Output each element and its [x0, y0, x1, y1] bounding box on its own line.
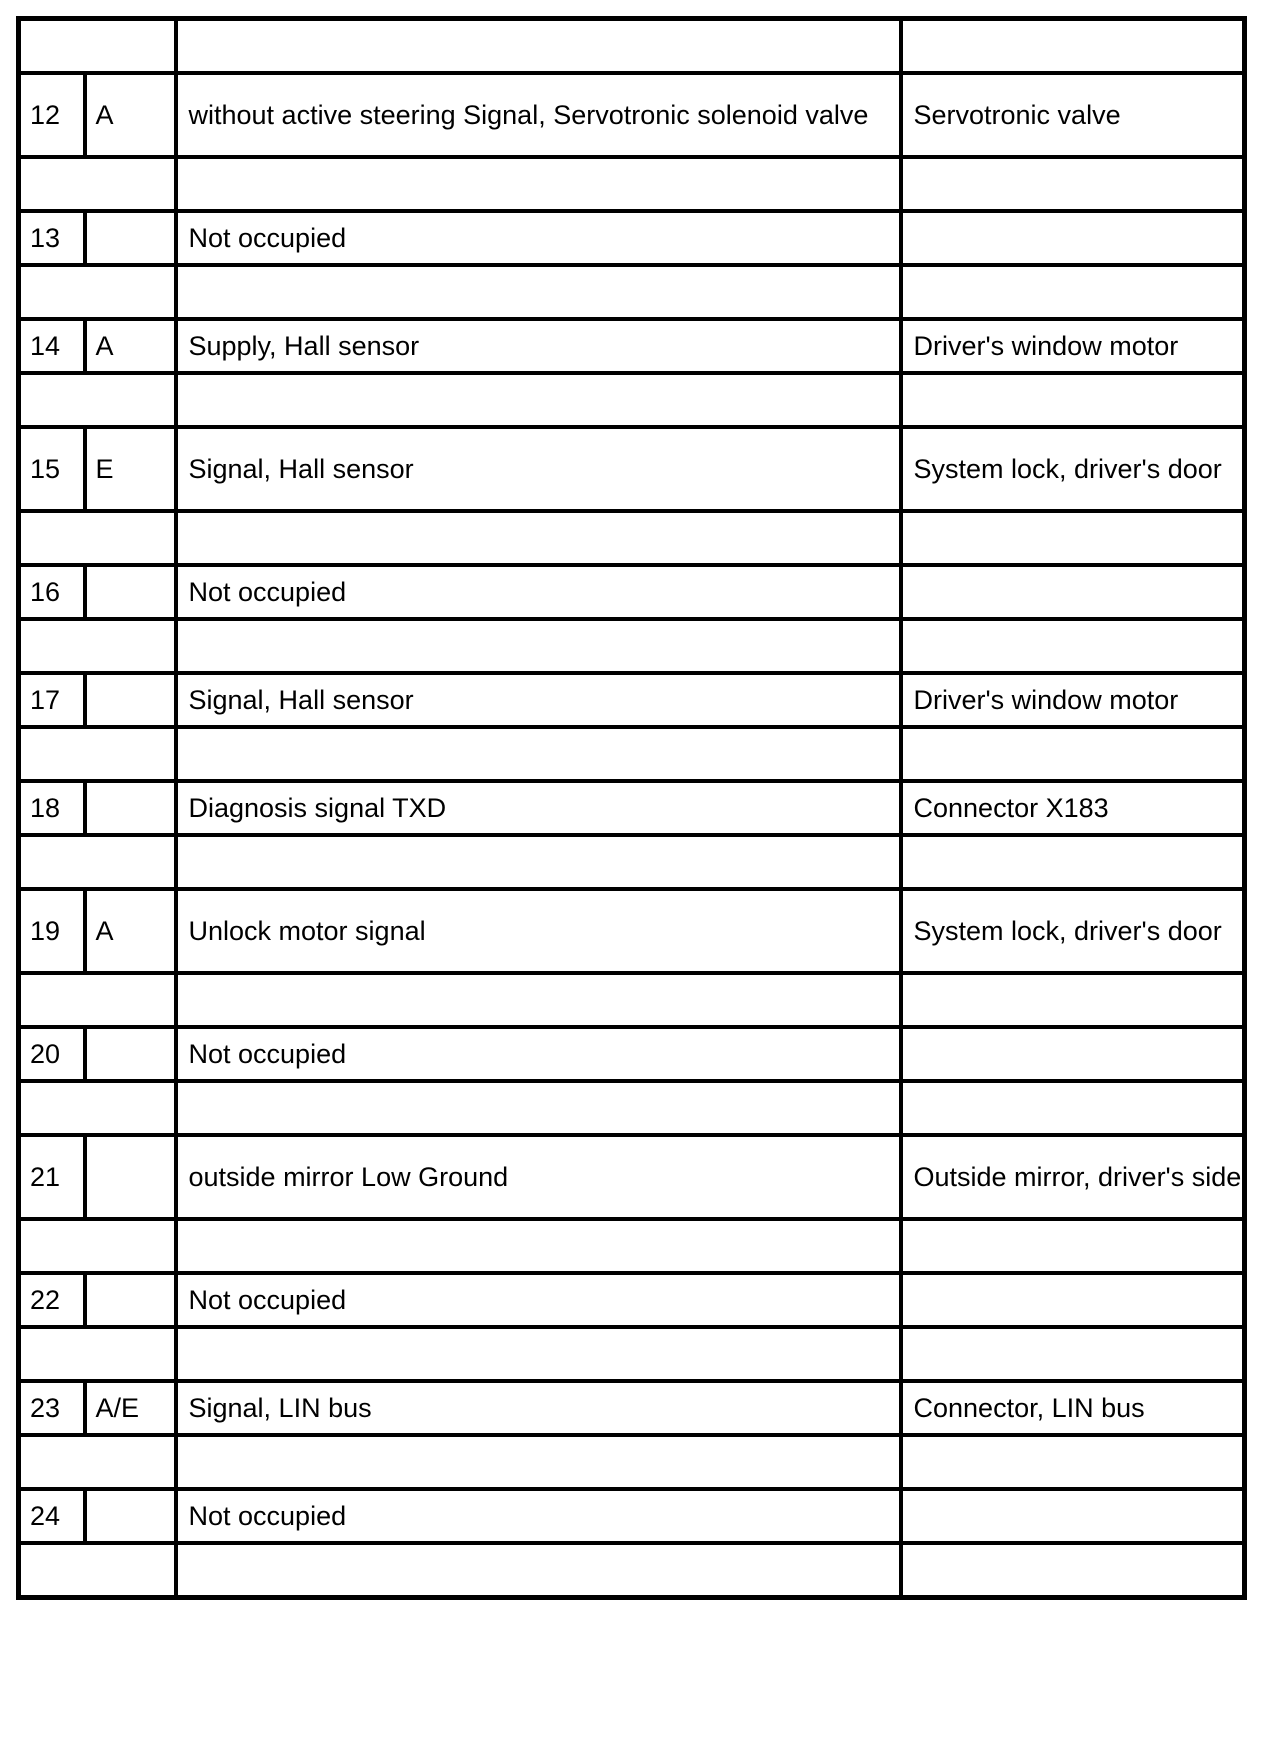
- spacer-row: [19, 1219, 1245, 1273]
- pin-row: [19, 1273, 1245, 1327]
- spacer-cell: [19, 619, 176, 673]
- spacer-cell: [19, 1081, 176, 1135]
- spacer-row: [19, 835, 1245, 889]
- pin-row: [19, 565, 1245, 619]
- spacer-cell: [19, 157, 176, 211]
- spacer-cell: [176, 157, 901, 211]
- spacer-cell: [176, 1219, 901, 1273]
- pin-table-body: [19, 19, 1245, 1598]
- spacer-cell: [901, 19, 1245, 74]
- spacer-cell: [176, 973, 901, 1027]
- signal-type-cell: A: [85, 319, 176, 373]
- spacer-cell: [901, 1435, 1245, 1489]
- spacer-cell: [19, 1435, 176, 1489]
- description-cell: Diagnosis signal TXD: [176, 781, 901, 835]
- component-cell: System lock, driver's door: [901, 427, 1245, 511]
- description-cell: outside mirror Low Ground: [176, 1135, 901, 1219]
- spacer-row: [19, 973, 1245, 1027]
- spacer-cell: [901, 619, 1245, 673]
- pin-number-cell: 24: [19, 1489, 85, 1543]
- spacer-row: [19, 1435, 1245, 1489]
- spacer-row: [19, 157, 1245, 211]
- spacer-cell: [901, 727, 1245, 781]
- description-cell: Signal, Hall sensor: [176, 673, 901, 727]
- signal-type-cell: E: [85, 427, 176, 511]
- pin-row: [19, 1027, 1245, 1081]
- pin-row: [19, 1135, 1245, 1219]
- component-cell: Servotronic valve: [901, 73, 1245, 157]
- spacer-row: [19, 1081, 1245, 1135]
- description-cell: Signal, Hall sensor: [176, 427, 901, 511]
- signal-type-cell: [85, 1027, 176, 1081]
- signal-type-cell: A/E: [85, 1381, 176, 1435]
- pin-row: [19, 889, 1245, 973]
- component-cell: [901, 211, 1245, 265]
- spacer-cell: [901, 265, 1245, 319]
- pin-number-cell: 20: [19, 1027, 85, 1081]
- spacer-cell: [176, 1081, 901, 1135]
- description-cell: Not occupied: [176, 1273, 901, 1327]
- spacer-cell: [19, 835, 176, 889]
- signal-type-cell: [85, 1489, 176, 1543]
- spacer-cell: [19, 265, 176, 319]
- spacer-cell: [176, 19, 901, 74]
- pin-number-cell: 13: [19, 211, 85, 265]
- signal-type-cell: [85, 781, 176, 835]
- signal-type-cell: A: [85, 889, 176, 973]
- component-cell: [901, 565, 1245, 619]
- component-cell: Driver's window motor: [901, 673, 1245, 727]
- spacer-cell: [176, 1327, 901, 1381]
- pin-row: [19, 1489, 1245, 1543]
- spacer-cell: [176, 373, 901, 427]
- component-cell: Outside mirror, driver's side: [901, 1135, 1245, 1219]
- spacer-cell: [176, 511, 901, 565]
- spacer-cell: [901, 1543, 1245, 1598]
- pin-assignment-table: [16, 16, 1247, 1600]
- component-cell: Connector X183: [901, 781, 1245, 835]
- pin-number-cell: 21: [19, 1135, 85, 1219]
- spacer-cell: [901, 835, 1245, 889]
- spacer-cell: [176, 619, 901, 673]
- spacer-cell: [19, 511, 176, 565]
- signal-type-cell: [85, 1135, 176, 1219]
- pin-number-cell: 23: [19, 1381, 85, 1435]
- spacer-cell: [19, 19, 176, 74]
- signal-type-cell: [85, 673, 176, 727]
- component-cell: [901, 1027, 1245, 1081]
- spacer-cell: [176, 265, 901, 319]
- description-cell: Unlock motor signal: [176, 889, 901, 973]
- pin-row: [19, 673, 1245, 727]
- spacer-cell: [901, 373, 1245, 427]
- signal-type-cell: [85, 1273, 176, 1327]
- pin-row: [19, 427, 1245, 511]
- pin-number-cell: 18: [19, 781, 85, 835]
- component-cell: [901, 1489, 1245, 1543]
- signal-type-cell: [85, 211, 176, 265]
- pin-number-cell: 19: [19, 889, 85, 973]
- spacer-row: [19, 1327, 1245, 1381]
- spacer-row: [19, 727, 1245, 781]
- spacer-cell: [176, 1543, 901, 1598]
- pin-row: [19, 319, 1245, 373]
- component-cell: Connector, LIN bus: [901, 1381, 1245, 1435]
- pin-row: [19, 73, 1245, 157]
- pin-number-cell: 16: [19, 565, 85, 619]
- component-cell: Driver's window motor: [901, 319, 1245, 373]
- component-cell: [901, 1273, 1245, 1327]
- pin-number-cell: 12: [19, 73, 85, 157]
- spacer-cell: [901, 1327, 1245, 1381]
- description-cell: Not occupied: [176, 1489, 901, 1543]
- spacer-row: [19, 1543, 1245, 1598]
- spacer-cell: [19, 727, 176, 781]
- pin-number-cell: 22: [19, 1273, 85, 1327]
- description-cell: Not occupied: [176, 565, 901, 619]
- signal-type-cell: A: [85, 73, 176, 157]
- spacer-cell: [19, 1543, 176, 1598]
- description-cell: Signal, LIN bus: [176, 1381, 901, 1435]
- signal-type-cell: [85, 565, 176, 619]
- spacer-cell: [901, 973, 1245, 1027]
- description-cell: Not occupied: [176, 211, 901, 265]
- spacer-cell: [19, 1327, 176, 1381]
- pin-row: [19, 1381, 1245, 1435]
- spacer-cell: [176, 1435, 901, 1489]
- spacer-cell: [19, 1219, 176, 1273]
- spacer-cell: [901, 1081, 1245, 1135]
- spacer-row: [19, 373, 1245, 427]
- pin-row: [19, 781, 1245, 835]
- pin-number-cell: 15: [19, 427, 85, 511]
- pin-number-cell: 14: [19, 319, 85, 373]
- spacer-cell: [176, 835, 901, 889]
- spacer-cell: [19, 973, 176, 1027]
- pin-row: [19, 211, 1245, 265]
- component-cell: System lock, driver's door: [901, 889, 1245, 973]
- spacer-row: [19, 19, 1245, 74]
- spacer-cell: [176, 727, 901, 781]
- spacer-cell: [19, 373, 176, 427]
- spacer-cell: [901, 157, 1245, 211]
- spacer-cell: [901, 1219, 1245, 1273]
- spacer-cell: [901, 511, 1245, 565]
- description-cell: Not occupied: [176, 1027, 901, 1081]
- spacer-row: [19, 619, 1245, 673]
- spacer-row: [19, 511, 1245, 565]
- pin-number-cell: 17: [19, 673, 85, 727]
- description-cell: without active steering Signal, Servotronic solenoid valve: [176, 73, 901, 157]
- description-cell: Supply, Hall sensor: [176, 319, 901, 373]
- spacer-row: [19, 265, 1245, 319]
